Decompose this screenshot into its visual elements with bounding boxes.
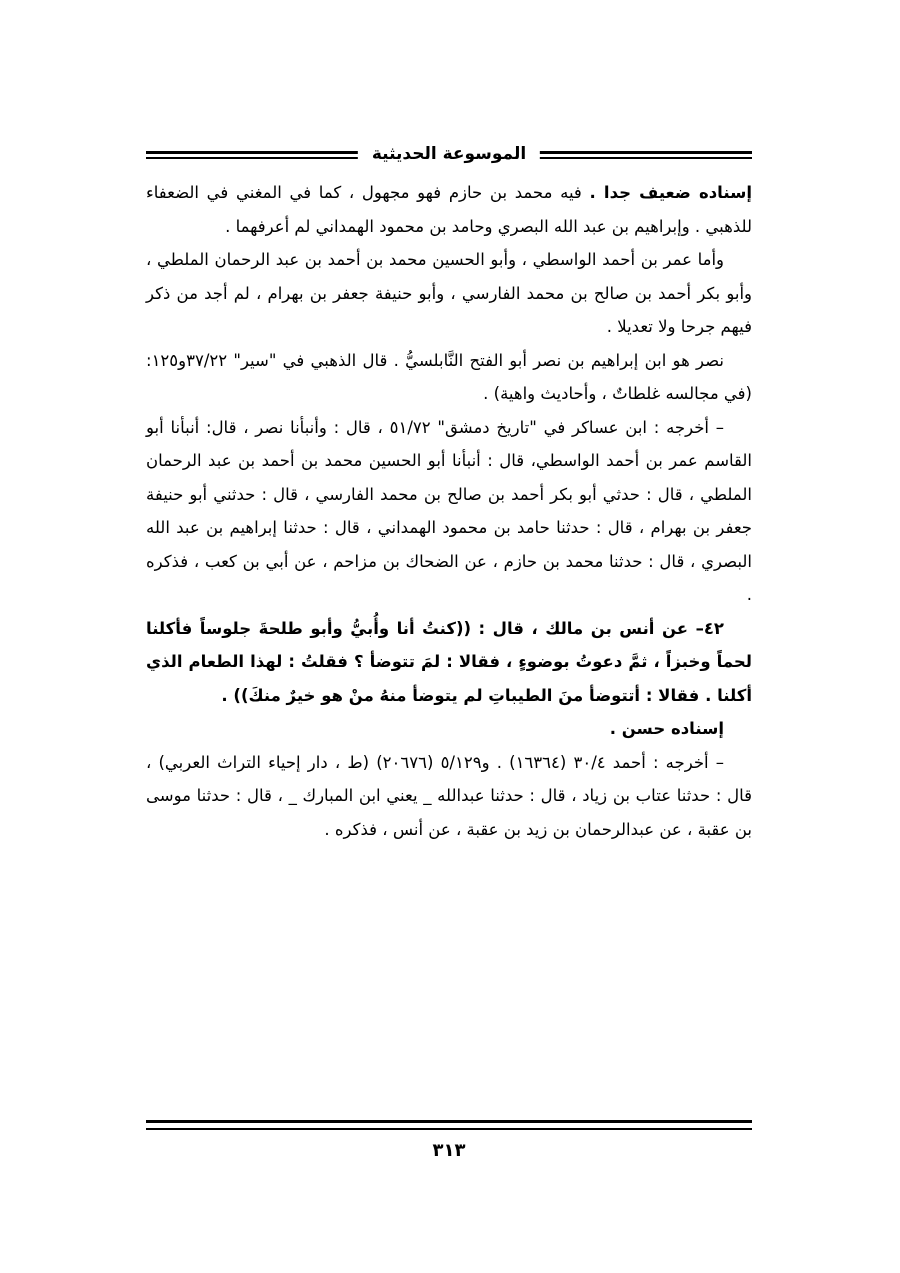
paragraph-text: – أخرجه : أحمد ٣٠/٤ (١٦٣٦٤) . و٥/١٢٩ (٢٠٦٧٦) (ط ، دار إحياء التراث العربي) ، قال : حدثنا عتاب بن زياد ، قال : حدثنا عبدالله _ يعني ابن المبارك _ ، قال : حدثنا موسى بن عقبة ، عن عبدالرحمان بن زيد بن عقبة ، عن أنس ، فذكره . <box>146 752 752 839</box>
paragraph-takhrij-2 <box>146 746 752 847</box>
paragraph-lead: إسناده ضعيف جدا . <box>589 183 752 202</box>
paragraph-takhrij-1 <box>146 411 752 612</box>
header-title: الموسوعة الحديثية <box>358 144 540 164</box>
paragraph-lead: إسناده حسن . <box>609 719 724 738</box>
document-page <box>146 0 752 1273</box>
paragraph-grading-2 <box>146 712 752 746</box>
paragraph-hadith-42 <box>146 612 752 713</box>
paragraph-text: وأما عمر بن أحمد الواسطي ، وأبو الحسين محمد بن أحمد بن عبد الرحمان الملطي ، وأبو بكر أحمد بن صالح بن محمد الفارسي ، وأبو حنيفة جعفر بن بهرام ، لم أجد من ذكر فيهم جرحا ولا تعديلا . <box>146 250 752 336</box>
page-body <box>146 176 752 846</box>
footer-rule-thick <box>146 1120 752 1123</box>
running-header <box>146 136 752 176</box>
page-number: ٣١٣ <box>432 1140 466 1161</box>
footer-rule-thin <box>146 1128 752 1130</box>
paragraph-narrators-note <box>146 243 752 344</box>
paragraph-text: فيه محمد بن حازم فهو مجهول ، كما في المغني في الضعفاء للذهبي . وإبراهيم بن عبد الله البصري وحامد بن محمود الهمداني لم أعرفهما . <box>146 183 752 236</box>
hadith-text: ٤٢– عن أنس بن مالك ، قال : ((كنتُ أنا وأُبيُّ وأبو طلحةَ جلوساً فأكلنا لحماً وخبزاً ، ثمَّ دعوتُ بوضوءٍ ، فقالا : لمَ تتوضأ ؟ فقلتُ : لهذا الطعام الذي أكلنا . فقالا : أتتوضأ منَ الطيباتِ لم يتوضأ منهُ منْ هو خيرٌ منكَ)) . <box>146 618 752 705</box>
paragraph-nasr-note <box>146 344 752 411</box>
paragraph-grading-1 <box>146 176 752 243</box>
paragraph-text: – أخرجه : ابن عساكر في "تاريخ دمشق" ٥١/٧٢ ، قال : وأنبأنا نصر ، قال: أنبأنا أبو القاسم عمر بن أحمد الواسطي، قال : أنبأنا أبو الحسين محمد بن أحمد بن عبد الرحمان الملطي ، قال : حدثي أبو بكر أحمد بن صالح بن محمد الفارسي ، قال : حدثني أبو حنيفة جعفر بن بهرام ، قال : حدثنا حامد بن محمود الهمداني ، قال : حدثنا إبراهيم بن عبد الله البصري ، قال : حدثنا محمد بن حازم ، عن الضحاك بن مزاحم ، عن أبي بن كعب ، فذكره . <box>146 417 752 604</box>
paragraph-text: نصر هو ابن إبراهيم بن نصر أبو الفتح النَّابلسيُّ . قال الذهبي في "سير" ٣٧/٢٢و١٢٥: (في مجالسه غلطاتٌ ، وأحاديث واهية) . <box>146 350 752 403</box>
